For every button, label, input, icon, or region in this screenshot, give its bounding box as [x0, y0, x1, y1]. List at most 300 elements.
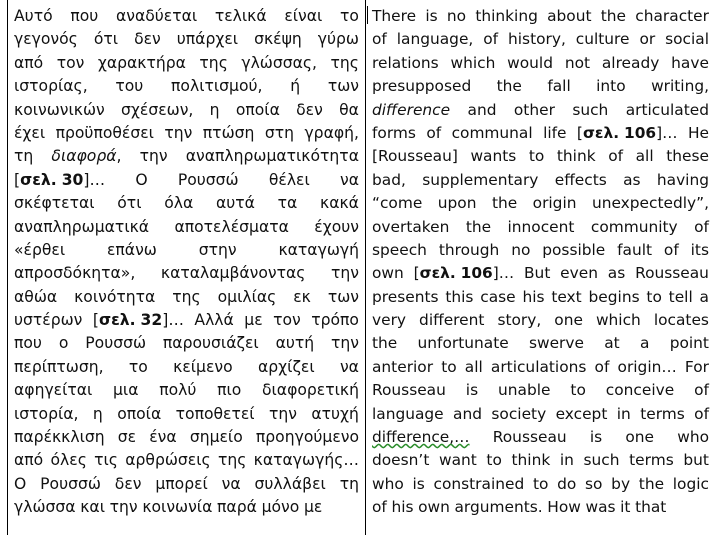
word [14, 356, 104, 379]
word-token: life [543, 123, 567, 142]
word-token: think [556, 147, 596, 166]
word [635, 496, 666, 519]
word [372, 449, 429, 472]
word [654, 309, 709, 332]
word-token: είναι [284, 7, 323, 25]
word-token: αναπληρωματικότητα [185, 147, 359, 166]
word-token: την [164, 123, 193, 142]
word [115, 473, 142, 496]
word-token: όλες [50, 451, 87, 470]
word-token: ομιλίας [217, 287, 277, 306]
word [56, 122, 154, 145]
word [486, 449, 501, 472]
word [439, 239, 499, 262]
word [164, 122, 192, 145]
word [93, 403, 103, 426]
word [372, 99, 450, 122]
english-original-column[interactable] [366, 0, 712, 535]
word [524, 262, 550, 285]
word-token: to [486, 451, 502, 470]
word [372, 5, 416, 28]
text-line [14, 496, 359, 519]
word-token: ή [290, 77, 301, 96]
word-token: logic [672, 474, 709, 493]
word-token: terms [629, 451, 674, 470]
word-token: σημείο [189, 428, 243, 447]
word-token: δεν [296, 100, 323, 119]
word [372, 52, 439, 75]
word [340, 169, 359, 192]
word [14, 52, 43, 75]
word-token: arguments. [454, 498, 543, 517]
word-token: For [684, 357, 709, 376]
word [422, 169, 538, 192]
word [276, 332, 315, 355]
word-token: την [109, 498, 138, 517]
word [617, 239, 652, 262]
word [453, 403, 482, 426]
word [391, 496, 413, 519]
word [590, 426, 602, 449]
word [94, 449, 118, 472]
word [134, 28, 161, 51]
word [118, 426, 136, 449]
word [557, 473, 576, 496]
word-token: fault [617, 240, 653, 259]
word [629, 449, 674, 472]
word-token: στη [264, 123, 294, 142]
word-token: του [115, 77, 144, 96]
greek-translation-column[interactable] [8, 0, 366, 535]
word [670, 332, 709, 355]
word-token: σκέφτεται [14, 194, 95, 213]
word [596, 75, 625, 98]
text-line [372, 5, 709, 28]
word-token: through [438, 240, 500, 259]
word [186, 145, 359, 168]
word-token: conceive [605, 381, 675, 400]
text-line [372, 426, 709, 449]
word [172, 286, 200, 309]
word [14, 239, 65, 262]
word-token: unable [498, 381, 551, 400]
word-token: τον [273, 311, 301, 330]
word [606, 379, 674, 402]
word-token: to [441, 357, 457, 376]
word [677, 426, 709, 449]
word-token: υστέρων [14, 311, 83, 330]
word-token: το [128, 357, 148, 376]
word [498, 379, 550, 402]
word [176, 403, 255, 426]
word-token: but [683, 451, 709, 470]
word [372, 379, 446, 402]
word-token: except [555, 404, 608, 423]
word [665, 28, 709, 51]
word [93, 309, 184, 332]
word [262, 379, 359, 402]
word-token: με [244, 311, 263, 330]
word [584, 449, 620, 472]
word-token: begins [588, 287, 640, 306]
word [140, 145, 168, 168]
word [604, 332, 619, 355]
word-token: is [412, 474, 425, 493]
word-token: δεν [114, 474, 142, 493]
word-token: περίπτωση, [14, 357, 104, 376]
word-token: of [663, 240, 679, 259]
word-token: society [491, 404, 547, 423]
word-token: την [139, 147, 168, 166]
word [199, 52, 227, 75]
word [190, 426, 243, 449]
word [522, 286, 544, 309]
word-token: effects [554, 170, 607, 189]
word-token: no [511, 240, 531, 259]
text-line [14, 309, 359, 332]
word [113, 379, 138, 402]
word [311, 403, 359, 426]
word [290, 75, 300, 98]
word-token: of [594, 357, 610, 376]
word-token: πτώση [202, 123, 255, 142]
word [149, 426, 176, 449]
word [265, 122, 294, 145]
text-line [372, 332, 709, 355]
word [438, 192, 477, 215]
word-token: is [465, 381, 479, 400]
word [94, 28, 118, 51]
word [117, 192, 141, 215]
word-token: η [92, 404, 103, 423]
word [694, 379, 709, 402]
text-line [372, 216, 709, 239]
text-line [14, 5, 359, 28]
word [254, 449, 359, 472]
word-token: “come [372, 194, 423, 213]
word [372, 145, 458, 168]
word [451, 52, 496, 75]
word-token: , [116, 147, 122, 166]
word [14, 473, 26, 496]
word-token: culture [575, 30, 630, 49]
word [216, 192, 255, 215]
word [115, 75, 143, 98]
word [339, 99, 359, 122]
word [602, 52, 659, 75]
word [507, 52, 553, 75]
word-token: το [340, 7, 359, 25]
word-token: δεν [134, 30, 161, 49]
word-token: τις [94, 451, 118, 470]
word-token: επάνω [106, 240, 157, 259]
word [608, 145, 623, 168]
word-token: τη [339, 474, 359, 493]
word-token: having [656, 170, 709, 189]
word [585, 496, 615, 519]
word-token: to [570, 381, 586, 400]
word [595, 356, 610, 379]
word-token: στην [198, 240, 237, 259]
word [372, 216, 449, 239]
word [547, 75, 570, 98]
word-token: the [372, 334, 398, 353]
word-token: καταγωγή [278, 240, 359, 259]
word [215, 5, 267, 28]
word-token: σχέσεων, [121, 100, 194, 119]
word [635, 5, 709, 28]
word [514, 99, 555, 122]
word-token: all [464, 357, 483, 376]
page-reference: σελ. [582, 123, 620, 142]
word-token: possible [542, 240, 606, 259]
word-token: locates [653, 311, 709, 330]
word-token: think [511, 451, 551, 470]
word-token: very [372, 311, 407, 330]
word-token: καταγωγής… [253, 451, 359, 470]
word-token: απροσδόκητα», [14, 264, 136, 283]
word-token: to [532, 474, 549, 493]
word-token: own [418, 498, 450, 517]
word-token: γεγονός [14, 30, 78, 49]
word-token: να [339, 357, 359, 376]
word [565, 52, 590, 75]
word-token: origin… [617, 357, 677, 376]
word-token: by [611, 474, 631, 493]
word-token: He [687, 123, 709, 142]
word [551, 286, 581, 309]
word [331, 52, 359, 75]
word-token: πιο [217, 381, 242, 400]
word-token: έχει [14, 123, 46, 142]
word [596, 309, 641, 332]
word [372, 426, 470, 449]
word-token: who [372, 474, 404, 493]
word-token: ότι [93, 30, 119, 49]
word-token: case [480, 287, 516, 306]
word [691, 239, 709, 262]
word-token: and [453, 404, 483, 423]
word-token: Ρουσσώ [177, 170, 239, 189]
word-token: Αυτό [14, 7, 53, 25]
word-token: μπορεί [155, 474, 208, 493]
word [372, 262, 404, 285]
word [155, 473, 207, 496]
word-token: σκέψη [254, 30, 302, 49]
word [557, 145, 596, 168]
word [217, 379, 241, 402]
word-token: language [372, 404, 444, 423]
word [480, 286, 515, 309]
word [14, 5, 53, 28]
word [639, 28, 655, 51]
word-token: into [596, 77, 626, 96]
word [483, 28, 498, 51]
word-token: αθώα [14, 287, 58, 306]
word-token: upon [437, 194, 477, 213]
word-token: overtaken [372, 217, 450, 236]
word [372, 75, 471, 98]
word-token: such [583, 451, 620, 470]
word-token: καταλαμβάνοντας [160, 264, 306, 283]
word [328, 75, 359, 98]
word [254, 28, 302, 51]
word-token: the [496, 77, 522, 96]
word [293, 286, 311, 309]
word [258, 356, 315, 379]
word-token: [Rousseau] [372, 147, 458, 166]
word [511, 239, 530, 262]
word-token: [ [14, 170, 21, 189]
word [465, 356, 483, 379]
word-token: want [438, 451, 477, 470]
text-line [14, 473, 359, 496]
text-line [14, 449, 359, 472]
word-token: γραφή, [304, 123, 359, 142]
word [439, 449, 477, 472]
word-token: παρά [217, 498, 257, 517]
word [508, 28, 566, 51]
word-token: of [426, 123, 442, 142]
word [14, 169, 105, 192]
word-token: anterior [372, 357, 434, 376]
word [340, 473, 359, 496]
word-token: της [330, 53, 359, 72]
word-token: the [600, 7, 627, 25]
word-token: of [694, 381, 709, 400]
word [491, 403, 546, 426]
word-token: να [340, 170, 359, 189]
word-token: the [491, 194, 518, 213]
word-token: εκ [293, 287, 311, 306]
word-token: Rousseau [372, 381, 446, 400]
word-token: [ [92, 311, 99, 330]
word-token: που [70, 7, 99, 25]
word [556, 403, 608, 426]
word [372, 239, 427, 262]
word [623, 169, 640, 192]
word [311, 309, 359, 332]
word-token: that [635, 498, 667, 517]
word [455, 496, 543, 519]
page-reference: 106 [460, 264, 493, 283]
word [314, 216, 359, 239]
word-token: not [564, 53, 591, 72]
word [372, 403, 444, 426]
text-line [372, 496, 709, 519]
word-token: wants [470, 147, 517, 166]
word [85, 332, 146, 355]
word [533, 192, 577, 215]
word [664, 239, 679, 262]
text-line [372, 239, 709, 262]
word [59, 332, 69, 355]
text-line [372, 403, 709, 426]
word [51, 145, 121, 168]
word-token: community [590, 217, 678, 236]
word-token: με [303, 498, 323, 517]
word [572, 99, 608, 122]
word-token: τη [14, 147, 34, 166]
word-token: articulations [490, 357, 587, 376]
word [163, 332, 259, 355]
word-token: already [601, 53, 660, 72]
word-token: τοποθετεί [175, 404, 255, 423]
word [671, 52, 709, 75]
word [372, 28, 387, 51]
word-token: tell [668, 287, 693, 306]
word-token: αφηγείται [14, 381, 93, 400]
word [669, 286, 693, 309]
word [210, 99, 220, 122]
word [418, 332, 509, 355]
word [278, 192, 298, 215]
word [244, 309, 262, 332]
word [74, 286, 155, 309]
word-token: η [209, 100, 220, 119]
word [14, 332, 42, 355]
word-token: από [14, 451, 44, 470]
word-token: αναδύεται [115, 7, 198, 25]
word-token: who [677, 428, 709, 447]
word-token: [ [413, 264, 420, 283]
word-token: origin [532, 194, 577, 213]
text-line [14, 332, 359, 355]
word [543, 122, 566, 145]
word [434, 473, 525, 496]
word-token: Rousseau [492, 428, 567, 447]
word-token: που [14, 334, 42, 353]
word-token: των [327, 287, 359, 306]
word-token: κοινωνία [142, 498, 213, 517]
word [284, 5, 322, 28]
text-line [14, 356, 359, 379]
text-line [372, 99, 709, 122]
word-token: his [391, 498, 414, 517]
text-line [372, 28, 709, 51]
word [397, 28, 474, 51]
word [199, 239, 237, 262]
word [608, 262, 625, 285]
word [331, 262, 359, 285]
word-token: ιστορίας, [14, 77, 88, 96]
word-token: in [559, 451, 574, 470]
word-token: the [638, 474, 665, 493]
word [57, 52, 85, 75]
text-line [14, 379, 359, 402]
word [194, 309, 233, 332]
word-token: την [268, 404, 297, 423]
word [14, 99, 105, 122]
word [98, 52, 186, 75]
word [620, 496, 630, 519]
word-token: unexpectedly”, [591, 194, 709, 213]
word [217, 496, 257, 519]
word [161, 262, 306, 285]
word-token: even [560, 264, 598, 283]
word [236, 99, 280, 122]
word [203, 122, 255, 145]
text-line [372, 122, 709, 145]
word [121, 99, 193, 122]
word [14, 145, 33, 168]
word [425, 5, 437, 28]
word-token: bad, [372, 170, 406, 189]
word [414, 262, 515, 285]
word [241, 52, 317, 75]
word [694, 403, 709, 426]
word-token: or [639, 30, 656, 49]
